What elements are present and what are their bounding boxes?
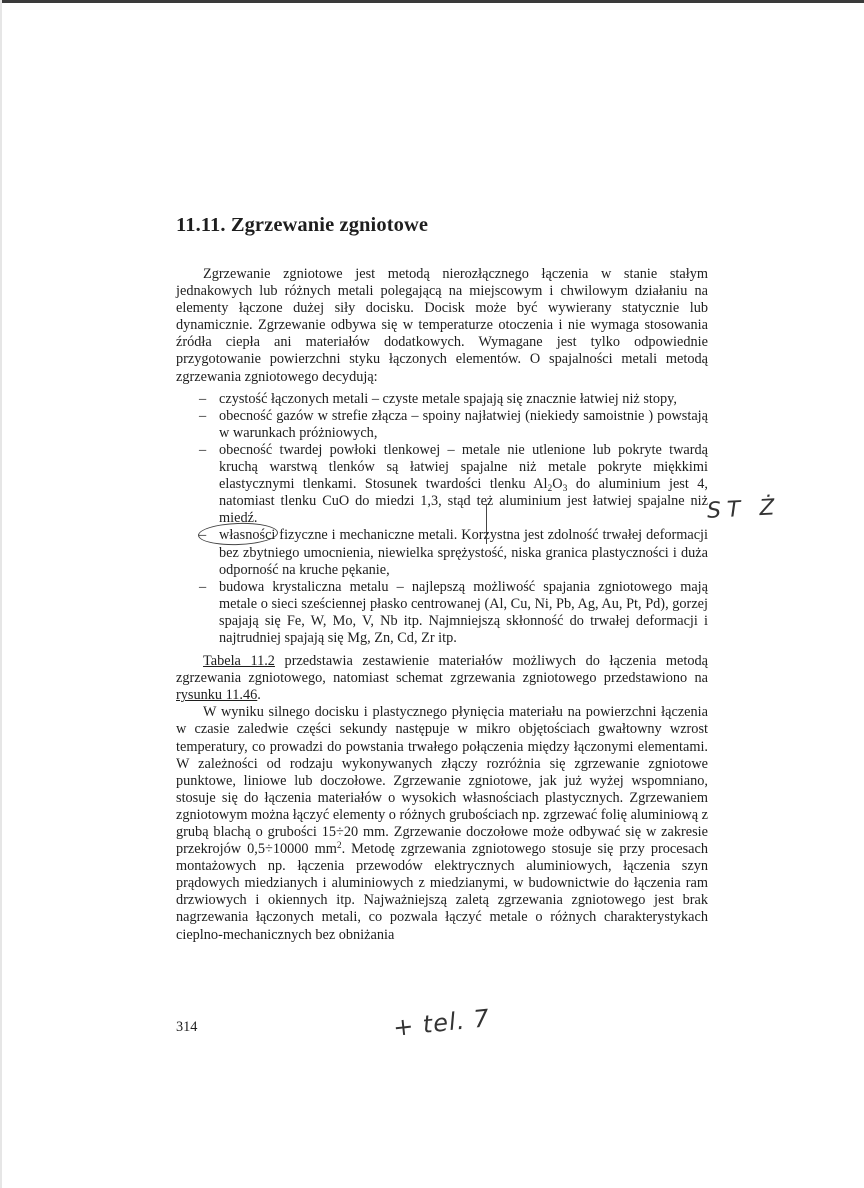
list-item: [176, 579, 708, 647]
list-item-text: budowa krystaliczna metalu – najlepszą możliwość spajania zgniotowego mają metale o sieci sześciennej płasko centrowanej (Al, Cu, Ni, Pb, Ag, Au, Pt, Pd), gorzej spajają się Fe, W, Mo, V, Nb itp. Najmniejszą skłonność do trwałej deformacji i najtrudniej spajają się Mg, Zn, Cd, Zr itp.: [219, 578, 708, 646]
list-item: [176, 391, 708, 408]
section-heading: 11.11. Zgrzewanie zgniotowe: [176, 214, 429, 236]
paragraph-text: . Metodę zgrzewania zgniotowego stosuje się przy procesach montażowych np. łączenia przewodów elektrycznych aluminiowych, łączenia szyn prądowych miedzianych i aluminiowych z miedzianymi, w budownictwie do łączenia ram drzwiowych i okiennych itp. Najważniejszą zaletą zgrzewania zgniotowego jest brak nagrzewania łączonych metali, co pozwala łączyć metale o różnych charakterystykach cieplno-mechanicznych bez obniżania: [176, 841, 708, 943]
paragraph-text: W wyniku silnego docisku i plastycznego płynięcia materiału na powierzchni łączenia w czasie zaledwie części sekundy następuje w mikro objętościach gwałtowny wzrost temperatury, co prowadzi do powstania trwałego połączenia między łączonymi elementami. W zależności od rodzaju wykonywanych złączy rozróżnia się zgrzewanie zgniotowe punktowe, liniowe lub doczołowe. Zgrzewanie zgniotowe, jak już wyżej wspomniano, stosuje się do łączenia materiałów o wysokich własnościach plastycznych. Zgrzewaniem zgniotowym można łączyć elementy o różnych grubościach np. zgrzewać folię aluminiową z grubą blachą o grubości 15÷20 mm. Zgrzewanie doczołowe może odbywać się w zakresie przekrojów 0,5÷10000 mm: [176, 704, 708, 858]
criteria-list: [176, 391, 708, 647]
subscript: 2: [547, 484, 553, 495]
bullet-dash: –: [199, 441, 207, 458]
page-number: 314: [176, 1019, 198, 1035]
subscript: 3: [562, 484, 568, 495]
list-item-text: obecność twardej powłoki tlenkowej – metale nie utlenione lub pokryte twardą kruchą warstwą tlenków są łatwiej spajalne niż metale pokryte miękkimi elastycznymi tlenkami. Stosunek twardości tlenku Al: [219, 441, 708, 493]
page-content: [176, 214, 708, 944]
scan-top-edge: [0, 0, 864, 3]
bullet-dash: –: [199, 390, 207, 407]
bullet-dash: –: [199, 527, 207, 544]
superscript: 2: [336, 841, 342, 852]
handwritten-bracket: [480, 504, 487, 544]
list-item-text: obecność gazów w strefie złącza – spoiny najłatwiej (niekiedy samoistnie ) powstają w warunkach próżniowych,: [219, 407, 708, 441]
paragraph-text: .: [257, 687, 261, 704]
figure-reference: rysunku 11.46: [176, 687, 258, 704]
list-item-text: do aluminium jest 4, natomiast tlenku CuO do miedzi 1,3, stąd też aluminium jest łatwiej spajalne niż miedź.: [219, 476, 709, 527]
scan-left-edge: [0, 0, 2, 1188]
process-paragraph: [176, 704, 708, 943]
table-reference: Tabela 11.2: [203, 653, 275, 670]
list-item-text: O: [552, 476, 563, 493]
handwritten-margin-note: ST Ż: [706, 495, 782, 524]
paragraph-text: przedstawia zestawienie materiałów możliwych do łączenia metodą zgrzewania zgniotowego, natomiast schemat zgrzewania zgniotowego przedstawiono na: [176, 653, 708, 687]
list-item: [176, 442, 708, 527]
list-item: [176, 408, 708, 442]
list-item-text: własności fizyczne i mechaniczne metali. Korzystna jest zdolność trwałej deformacji bez zbytniego umocnienia, niewielka sprężystość, niska granica plastyczności i duża odporność na kruche pękanie,: [219, 527, 708, 578]
intro-paragraph: Zgrzewanie zgniotowe jest metodą nierozłącznego łączenia w stanie stałym jednakowych lub różnych metali polegającą na miejscowym i chwilowym działaniu na elementy łączone dużej siły docisku. Docisk może być wywierany statycznie lub dynamicznie. Zgrzewanie odbywa się w temperaturze otoczenia i nie wymaga stosowania źródła ciepła ani materiałów dodatkowych. Wymagane jest tylko odpowiednie przygotowanie powierzchni styku łączonych elementów. O spajalności metali metodą zgrzewania zgniotowego decydują:: [176, 266, 708, 385]
handwritten-footer-note: + tel. 7: [391, 1004, 492, 1042]
table-reference-paragraph: [176, 653, 708, 704]
bullet-dash: –: [199, 407, 207, 424]
list-item-text: czystość łączonych metali – czyste metale spajają się znacznie łatwiej niż stopy,: [219, 390, 677, 407]
bullet-dash: –: [199, 578, 207, 595]
